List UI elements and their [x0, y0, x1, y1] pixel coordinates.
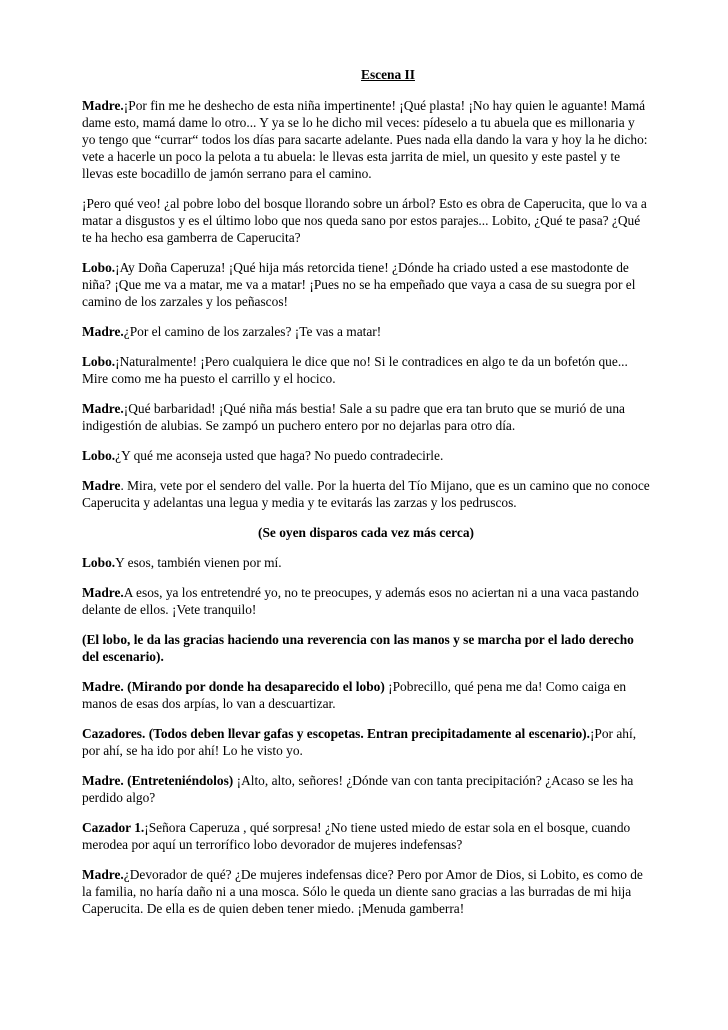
paragraph-6: [82, 400, 650, 434]
paragraph-15: [82, 772, 650, 806]
stage-direction: (El lobo, le da las gracias haciendo una reverencia con las manos y se marcha por el lado derecho del escenario).: [82, 632, 634, 664]
speaker-label: Madre. (Entreteniéndolos): [82, 773, 234, 788]
dialogue-text: ¡Por ahí, por ahí, se ha ido por ahí! Lo he visto yo.: [82, 726, 637, 758]
speaker-label: Madre.: [82, 324, 124, 339]
paragraph-14: [82, 725, 650, 759]
dialogue-text: ¡Alto, alto, señores! ¿Dónde van con tanta precipitación? ¿Acaso se les ha perdido algo?: [82, 773, 634, 805]
dialogue-text: A esos, ya los entretendré yo, no te preocupes, y además esos no aciertan ni a una vaca pastando delante de ellos. ¡Vete tranquilo!: [82, 585, 639, 617]
speaker-label: Cazador 1.: [82, 820, 145, 835]
speaker-label: Madre.: [82, 401, 124, 416]
dialogue-text: ¿Devorador de qué? ¿De mujeres indefensas dice? Pero por Amor de Dios, si Lobito, es como de la familia, no haría daño ni a una mosca. Sólo le queda un diente sano gracias a las burradas de mi hija Caperucita. De ella es de quien deben tener miedo. ¡Menuda gamberra!: [82, 867, 643, 916]
dialogue-text: ¡Pero qué veo! ¿al pobre lobo del bosque llorando sobre un árbol? Esto es obra de Caperucita, que lo va a matar a disgustos y es el último lobo que nos queda sano por estos parajes... Lobito, ¿Qué te pasa? ¿Qué te ha hecho esa gamberra de Caperucita?: [82, 196, 647, 245]
dialogue-text: ¡Señora Caperuza , qué sorpresa! ¿No tiene usted miedo de estar sola en el bosque, cuando merodea por aquí un terrorífico lobo devorador de mujeres indefensas?: [82, 820, 631, 852]
stage-direction: (Se oyen disparos cada vez más cerca): [258, 525, 474, 540]
dialogue-text: ¡Qué barbaridad! ¡Qué niña más bestia! Sale a su padre que era tan bruto que se murió de una indigestión de alubias. Se zampó un puchero entero por no dejarlas para otro día.: [82, 401, 625, 433]
speaker-label: Madre.: [82, 867, 124, 882]
paragraph-5: [82, 353, 650, 387]
dialogue-text: Y esos, también vienen por mí.: [115, 555, 282, 570]
paragraph-16: [82, 819, 650, 853]
speaker-label: Madre.: [82, 98, 124, 113]
speaker-label: Lobo.: [82, 260, 116, 275]
speaker-label: Madre: [82, 478, 121, 493]
speaker-label: Cazadores. (Todos deben llevar gafas y escopetas. Entran precipitadamente al escenario).: [82, 726, 590, 741]
speaker-label: Lobo.: [82, 354, 116, 369]
paragraph-13: [82, 678, 650, 712]
dialogue-text: ¡Ay Doña Caperuza! ¡Qué hija más retorcida tiene! ¿Dónde ha criado usted a ese mastodonte de niña? ¡Que me va a matar, me va a matar! ¡Pues no se ha empeñado que vaya a casa de su suegra por el camino de los zarzales y los peñascos!: [82, 260, 636, 309]
paragraph-8: [82, 477, 650, 511]
speaker-label: Madre.: [82, 585, 124, 600]
paragraph-1: [82, 97, 650, 182]
dialogue-text: ¡Pobrecillo, qué pena me da! Como caiga en manos de esas dos arpías, lo van a descuartizar.: [82, 679, 627, 711]
dialogue-text: ¿Por el camino de los zarzales? ¡Te vas a matar!: [123, 324, 382, 339]
document-page: [82, 66, 650, 930]
speaker-label: Lobo.: [82, 448, 116, 463]
dialogue-text: . Mira, vete por el sendero del valle. Por la huerta del Tío Mijano, que es un camino que no conoce Caperucita y adelantas una legua y media y te evitarás las zarzas y los pedruscos.: [82, 478, 650, 510]
speaker-label: Madre. (Mirando por donde ha desaparecido el lobo): [82, 679, 385, 694]
scene-title: Escena II: [361, 67, 415, 82]
paragraph-17: [82, 866, 650, 917]
paragraph-4: [82, 323, 650, 340]
dialogue-text: ¡Por fin me he deshecho de esta niña impertinente! ¡Qué plasta! ¡No hay quien le aguante! Mamá dame esto, mamá dame lo otro... Y ya se lo he dicho mil veces: pídeselo a tu abuela que es millonaria y yo tengo que “currar“ todos los días para sacarte adelante. Pues nada ella dando la vara y hoy la he dicho: vete a hacerle un poco la pelota a tu abuela: le llevas esta jarrita de miel, un quesito y este pastel y te llevas este bocadillo de jamón serrano para el camino.: [82, 98, 648, 181]
paragraph-2: [82, 195, 650, 246]
dialogue-text: ¡Naturalmente! ¡Pero cualquiera le dice que no! Si le contradices en algo te da un bofetón que... Mire como me ha puesto el carrillo y el hocico.: [82, 354, 628, 386]
paragraph-7: [82, 447, 650, 464]
speaker-label: Lobo.: [82, 555, 116, 570]
paragraph-11: [82, 584, 650, 618]
paragraph-3: [82, 259, 650, 310]
dialogue-text: ¿Y qué me aconseja usted que haga? No puedo contradecirle.: [115, 448, 444, 463]
paragraph-10: [82, 554, 650, 571]
